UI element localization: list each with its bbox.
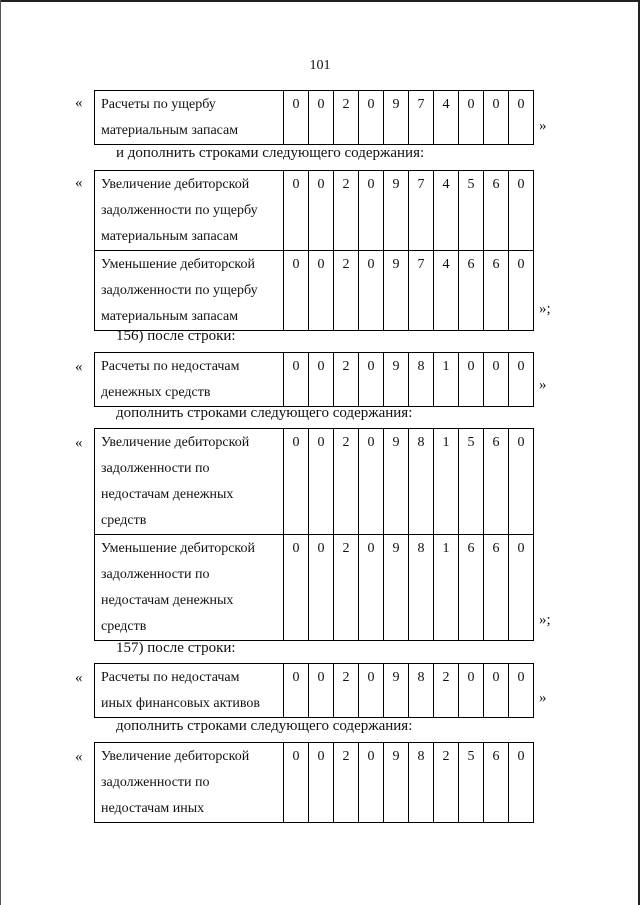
- code-digit: 1: [434, 535, 459, 641]
- code-digit: 8: [409, 743, 434, 823]
- table-row: [95, 743, 534, 823]
- open-quote: «: [75, 749, 83, 765]
- instruction-text: 156) после строки:: [116, 328, 236, 344]
- code-digit: 9: [384, 353, 409, 407]
- code-digit: 9: [384, 429, 409, 535]
- code-digit: 6: [484, 429, 509, 535]
- code-digit: 9: [384, 171, 409, 251]
- code-digit: 0: [509, 664, 534, 718]
- close-quote-semicolon: »;: [539, 301, 551, 317]
- code-digit: 8: [409, 353, 434, 407]
- code-digit: 8: [409, 429, 434, 535]
- code-digit: 0: [284, 743, 309, 823]
- row-label: Расчеты по недостачам денежных средств: [95, 353, 284, 407]
- row-label: Увеличение дебиторской задолженности по недостачам денежных средств: [95, 429, 284, 535]
- code-digit: 1: [434, 429, 459, 535]
- code-digit: 0: [284, 535, 309, 641]
- table-row: [95, 171, 534, 251]
- close-quote: »: [539, 377, 547, 393]
- table-row: [95, 251, 534, 331]
- code-digit: 0: [309, 251, 334, 331]
- code-digit: 2: [334, 429, 359, 535]
- code-digit: 0: [509, 251, 534, 331]
- code-digit: 1: [434, 353, 459, 407]
- code-digit: 0: [309, 535, 334, 641]
- table-row: [95, 353, 534, 407]
- code-digit: 0: [359, 353, 384, 407]
- close-quote: »: [539, 118, 547, 134]
- code-digit: 9: [384, 91, 409, 145]
- code-digit: 0: [359, 535, 384, 641]
- code-digit: 8: [409, 664, 434, 718]
- code-digit: 6: [484, 251, 509, 331]
- code-digit: 0: [359, 429, 384, 535]
- code-digit: 0: [509, 743, 534, 823]
- code-digit: 0: [484, 353, 509, 407]
- instruction-text: дополнить строками следующего содержания:: [116, 718, 413, 734]
- code-digit: 9: [384, 743, 409, 823]
- code-table-6: [94, 742, 534, 823]
- code-digit: 0: [284, 429, 309, 535]
- code-digit: 7: [409, 171, 434, 251]
- instruction-text: и дополнить строками следующего содержания:: [116, 145, 425, 161]
- code-digit: 0: [284, 91, 309, 145]
- code-digit: 0: [509, 535, 534, 641]
- code-table-2: [94, 170, 534, 331]
- table-row: [95, 664, 534, 718]
- code-digit: 6: [459, 251, 484, 331]
- code-digit: 0: [309, 171, 334, 251]
- table-row: [95, 429, 534, 535]
- code-digit: 0: [509, 171, 534, 251]
- code-digit: 0: [359, 251, 384, 331]
- code-digit: 9: [384, 251, 409, 331]
- code-digit: 4: [434, 171, 459, 251]
- open-quote: «: [75, 670, 83, 686]
- code-digit: 0: [284, 171, 309, 251]
- code-digit: 0: [309, 743, 334, 823]
- row-label: Расчеты по недостачам иных финансовых активов: [95, 664, 284, 718]
- code-table-3: [94, 352, 534, 407]
- code-digit: 7: [409, 251, 434, 331]
- code-digit: 2: [334, 91, 359, 145]
- table-row: [95, 535, 534, 641]
- code-digit: 2: [434, 743, 459, 823]
- code-digit: 0: [309, 353, 334, 407]
- code-digit: 5: [459, 171, 484, 251]
- code-digit: 0: [309, 664, 334, 718]
- code-digit: 2: [334, 171, 359, 251]
- page-number: 101: [309, 58, 331, 73]
- code-digit: 2: [334, 251, 359, 331]
- code-digit: 6: [484, 535, 509, 641]
- row-label: Увеличение дебиторской задолженности по недостачам иных: [95, 743, 284, 823]
- code-digit: 5: [459, 743, 484, 823]
- row-label: Расчеты по ущербу материальным запасам: [95, 91, 284, 145]
- row-label: Уменьшение дебиторской задолженности по ущербу материальным запасам: [95, 251, 284, 331]
- close-quote-semicolon: »;: [539, 612, 551, 628]
- code-digit: 0: [459, 91, 484, 145]
- code-digit: 0: [484, 91, 509, 145]
- open-quote: «: [75, 95, 83, 111]
- code-digit: 0: [284, 664, 309, 718]
- instruction-text: дополнить строками следующего содержания:: [116, 405, 413, 421]
- open-quote: «: [75, 359, 83, 375]
- instruction-text: 157) после строки:: [116, 640, 236, 656]
- code-table-5: [94, 663, 534, 718]
- code-table-4: [94, 428, 534, 641]
- code-digit: 0: [459, 353, 484, 407]
- code-digit: 4: [434, 251, 459, 331]
- code-digit: 0: [309, 429, 334, 535]
- code-digit: 0: [359, 664, 384, 718]
- code-digit: 0: [359, 743, 384, 823]
- code-digit: 0: [284, 353, 309, 407]
- code-digit: 2: [334, 664, 359, 718]
- code-digit: 0: [284, 251, 309, 331]
- open-quote: «: [75, 175, 83, 191]
- table-row: [95, 91, 534, 145]
- code-digit: 2: [334, 353, 359, 407]
- code-digit: 9: [384, 664, 409, 718]
- code-digit: 0: [359, 91, 384, 145]
- code-digit: 6: [459, 535, 484, 641]
- code-digit: 4: [434, 91, 459, 145]
- code-digit: 0: [359, 171, 384, 251]
- row-label: Увеличение дебиторской задолженности по ущербу материальным запасам: [95, 171, 284, 251]
- code-digit: 2: [434, 664, 459, 718]
- page-edge-left: [0, 0, 1, 905]
- code-table-1: [94, 90, 534, 145]
- code-digit: 0: [509, 353, 534, 407]
- open-quote: «: [75, 435, 83, 451]
- code-digit: 6: [484, 171, 509, 251]
- row-label: Уменьшение дебиторской задолженности по недостачам денежных средств: [95, 535, 284, 641]
- code-digit: 0: [509, 91, 534, 145]
- code-digit: 2: [334, 743, 359, 823]
- close-quote: »: [539, 690, 547, 706]
- code-digit: 9: [384, 535, 409, 641]
- code-digit: 6: [484, 743, 509, 823]
- code-digit: 7: [409, 91, 434, 145]
- code-digit: 0: [484, 664, 509, 718]
- code-digit: 0: [309, 91, 334, 145]
- page-edge-top: [0, 0, 640, 2]
- code-digit: 5: [459, 429, 484, 535]
- code-digit: 0: [509, 429, 534, 535]
- code-digit: 8: [409, 535, 434, 641]
- code-digit: 2: [334, 535, 359, 641]
- code-digit: 0: [459, 664, 484, 718]
